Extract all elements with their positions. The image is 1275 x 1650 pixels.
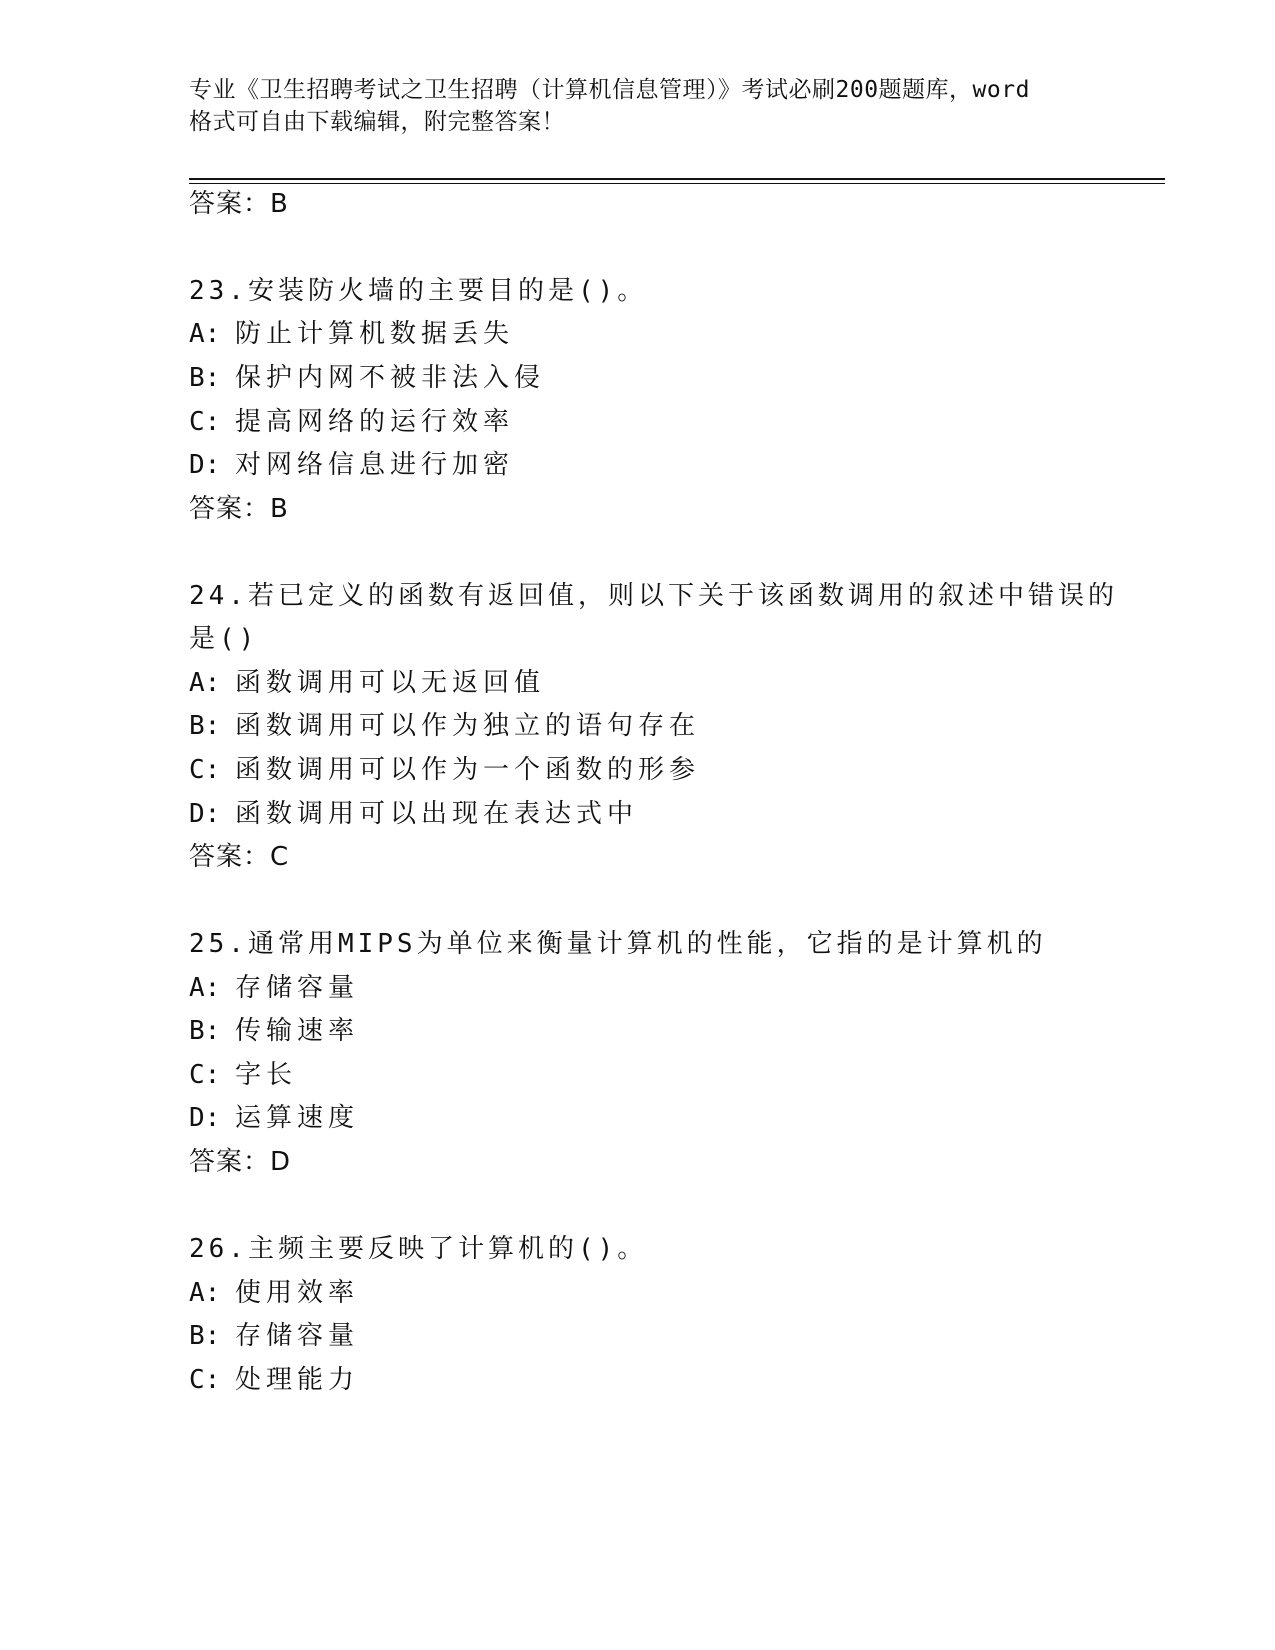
document-header	[189, 74, 1089, 138]
option-text: 存储容量	[235, 973, 360, 1003]
question-24-stem-line-1: 24.若已定义的函数有返回值，则以下关于该函数调用的叙述中错误的	[189, 581, 1118, 611]
option-letter: B:	[189, 1016, 221, 1046]
option-text: 对网络信息进行加密	[235, 450, 515, 480]
question-25-option-c	[189, 1059, 297, 1091]
question-24-option-c	[189, 754, 700, 786]
option-letter: B:	[189, 711, 221, 741]
option-letter: C:	[189, 1060, 221, 1090]
option-letter: A:	[189, 973, 221, 1003]
option-text: 防止计算机数据丢失	[235, 319, 515, 349]
question-24-option-d	[189, 798, 638, 830]
option-text: 函数调用可以无返回值	[235, 668, 546, 698]
header-rule-thin	[189, 183, 1165, 184]
question-25-option-b	[189, 1015, 359, 1047]
option-letter: D:	[189, 799, 221, 829]
option-letter: A:	[189, 319, 221, 349]
question-23-option-b	[189, 362, 545, 394]
question-26-option-b	[189, 1320, 359, 1352]
option-letter: C:	[189, 1365, 221, 1395]
option-text: 传输速率	[235, 1016, 360, 1046]
option-letter: C:	[189, 407, 221, 437]
option-text: 保护内网不被非法入侵	[235, 363, 546, 393]
option-text: 存储容量	[235, 1321, 360, 1351]
question-25-option-a	[189, 972, 359, 1004]
answer-previous: 答案：B	[189, 189, 289, 219]
option-letter: C:	[189, 755, 221, 785]
option-letter: A:	[189, 1278, 221, 1308]
option-letter: D:	[189, 450, 221, 480]
question-23-option-a	[189, 318, 514, 350]
question-23-stem: 23.安装防火墙的主要目的是()。	[189, 276, 648, 306]
question-23-option-d	[189, 449, 514, 481]
option-letter: D:	[189, 1103, 221, 1133]
question-26-option-a	[189, 1277, 359, 1309]
option-text: 处理能力	[235, 1365, 360, 1395]
option-text: 函数调用可以出现在表达式中	[235, 799, 639, 829]
question-25-answer: 答案：D	[189, 1147, 292, 1177]
question-24-answer: 答案：C	[189, 842, 290, 872]
question-23-option-c	[189, 406, 514, 438]
question-24-stem-line-2: 是()	[189, 624, 259, 654]
question-25-option-d	[189, 1102, 359, 1134]
question-24-option-a	[189, 667, 545, 699]
option-text: 提高网络的运行效率	[235, 407, 515, 437]
question-26-option-c	[189, 1364, 359, 1396]
option-text: 使用效率	[235, 1278, 360, 1308]
header-line-2: 格式可自由下载编辑，附完整答案！	[189, 109, 565, 135]
question-24-option-b	[189, 710, 700, 742]
question-26-stem: 26.主频主要反映了计算机的()。	[189, 1234, 648, 1264]
header-rule-thick	[189, 178, 1165, 180]
option-text: 函数调用可以作为一个函数的形参	[235, 755, 701, 785]
header-line-1: 专业《卫生招聘考试之卫生招聘（计算机信息管理）》考试必刷200题题库，word	[189, 77, 1030, 103]
option-text: 运算速度	[235, 1103, 360, 1133]
option-letter: B:	[189, 1321, 221, 1351]
option-letter: B:	[189, 363, 221, 393]
question-25-stem: 25.通常用MIPS为单位来衡量计算机的性能，它指的是计算机的	[189, 929, 1047, 959]
option-text: 函数调用可以作为独立的语句存在	[235, 711, 701, 741]
question-23-answer: 答案：B	[189, 494, 289, 524]
option-letter: A:	[189, 668, 221, 698]
option-text: 字长	[235, 1060, 298, 1090]
